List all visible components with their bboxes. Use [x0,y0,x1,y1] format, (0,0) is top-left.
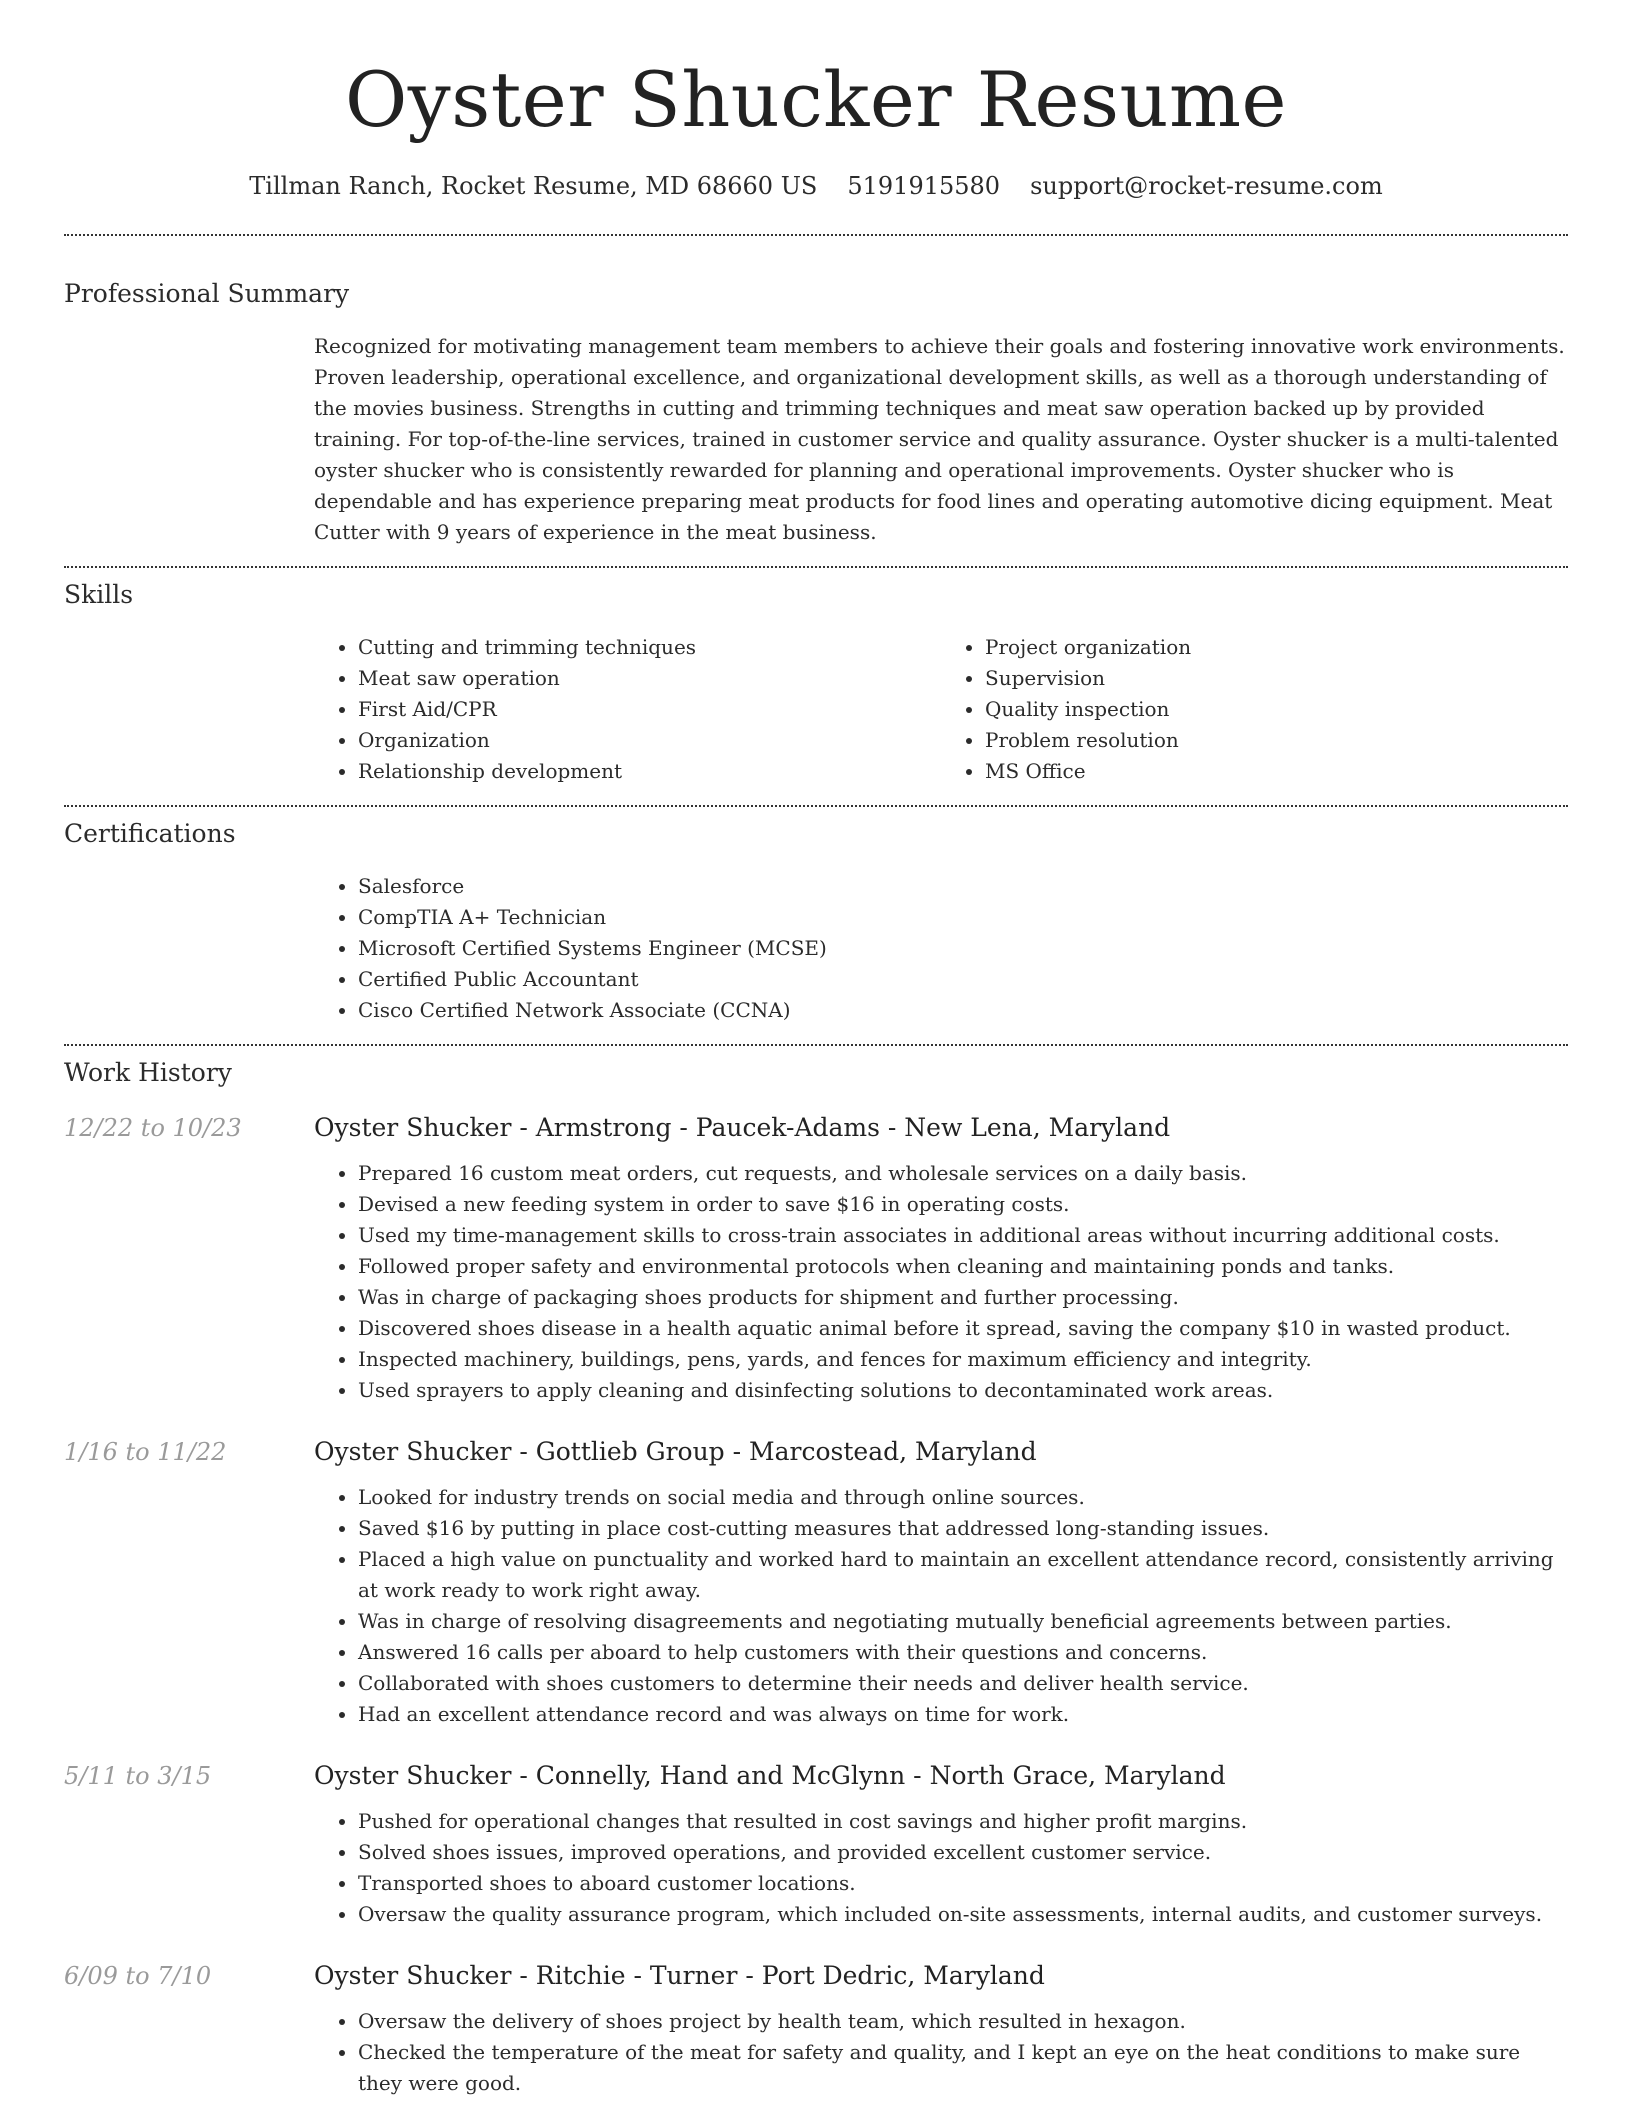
work-history-section [64,1046,1568,2099]
summary-content [314,331,1568,548]
job-bullet: • Pushed for operational changes that resulted in cost savings and higher profit margins. [358,1806,1568,1837]
job-bullet: • Transported shoes to aboard customer locations. [358,1868,1568,1899]
skills-heading: Skills [64,579,134,609]
contact-line [64,172,1568,201]
skill-item: • Project organization [985,632,1568,663]
job-dates: 1/16 to 11/22 [64,1437,227,1466]
job-bullet: • Answered 16 calls per aboard to help customers with their questions and concerns. [358,1637,1568,1668]
certification-item: • Certified Public Accountant [358,964,1568,995]
job-bullet: • Discovered shoes disease in a health aquatic animal before it spread, saving the company $10 in wasted product. [358,1313,1568,1344]
job-dates: 12/22 to 10/23 [64,1113,242,1142]
job-bullet: • Followed proper safety and environmental protocols when cleaning and maintaining ponds and tanks. [358,1251,1568,1282]
contact-email[interactable]: support@rocket-resume.com [1030,172,1383,200]
job-entry [64,1436,1568,1730]
job-bullet: • Had an excellent attendance record and was always on time for work. [358,1699,1568,1730]
summary-heading: Professional Summary [64,278,350,308]
skill-item: • Meat saw operation [358,663,941,694]
skills-section [64,568,1568,787]
job-bullet: • Used my time-management skills to cross-train associates in additional areas without incurring additional costs. [358,1220,1568,1251]
job-bullets [314,1806,1568,1930]
job-title: Oyster Shucker - Armstrong - Paucek-Adams - New Lena, Maryland [314,1112,1171,1142]
job-bullet: • Oversaw the quality assurance program, which included on-site assessments, internal audits, and customer surveys. [358,1899,1568,1930]
job-bullets [314,1158,1568,1406]
skill-item: • First Aid/CPR [358,694,941,725]
resume-title: Oyster Shucker Resume [345,55,1287,144]
certifications-heading: Certifications [64,818,236,848]
summary-section [64,236,1568,548]
skills-columns [314,632,1568,787]
job-bullet: • Solved shoes issues, improved operations, and provided excellent customer service. [358,1837,1568,1868]
job-bullet: • Used sprayers to apply cleaning and disinfecting solutions to decontaminated work areas. [358,1375,1568,1406]
skill-item: • Cutting and trimming techniques [358,632,941,663]
skill-item: • Relationship development [358,756,941,787]
skill-item: • MS Office [985,756,1568,787]
job-dates: 6/09 to 7/10 [64,1961,212,1990]
job-bullet: • Prepared 16 custom meat orders, cut requests, and wholesale services on a daily basis. [358,1158,1568,1189]
job-bullet: • Inspected machinery, buildings, pens, yards, and fences for maximum efficiency and integrity. [358,1344,1568,1375]
resume-page [64,0,1568,2099]
certifications-list [314,871,1568,1026]
job-title: Oyster Shucker - Ritchie - Turner - Port Dedric, Maryland [314,1960,1045,1990]
job-bullet: • Checked the temperature of the meat for safety and quality, and I kept an eye on the heat conditions to make sure they were good. [358,2037,1568,2099]
job-bullets [314,2006,1568,2099]
job-bullet: • Oversaw the delivery of shoes project by health team, which resulted in hexagon. [358,2006,1568,2037]
skills-list-right [941,632,1568,787]
contact-phone: 5191915580 [847,172,1001,200]
certification-item: • CompTIA A+ Technician [358,902,1568,933]
job-bullet: • Looked for industry trends on social media and through online sources. [358,1482,1568,1513]
work-history-heading: Work History [64,1057,232,1087]
skill-item: • Organization [358,725,941,756]
job-bullet: • Devised a new feeding system in order to save $16 in operating costs. [358,1189,1568,1220]
job-bullet: • Placed a high value on punctuality and worked hard to maintain an excellent attendance record, consistently arriving at work ready to work right away. [358,1544,1568,1606]
job-entry [64,1960,1568,2099]
job-title: Oyster Shucker - Connelly, Hand and McGlynn - North Grace, Maryland [314,1760,1226,1790]
skills-list-left [314,632,941,787]
certification-item: • Salesforce [358,871,1568,902]
skill-item: • Quality inspection [985,694,1568,725]
job-dates: 5/11 to 3/15 [64,1761,212,1790]
job-bullets [314,1482,1568,1730]
certifications-section [64,807,1568,1026]
summary-text: Recognized for motivating management team members to achieve their goals and fostering innovative work environments. Proven leadership, operational excellence, and organizational development skills, as well as a thorough understanding of the movies business. Strengths in cutting and trimming techniques and meat saw operation backed up by provided training. For top-of-the-line services, trained in customer service and quality assurance. Oyster shucker is a multi-talented oyster shucker who is consistently rewarded for planning and operational improvements. Oyster shucker who is dependable and has experience preparing meat products for food lines and operating automotive dicing equipment. Meat Cutter with 9 years of experience in the meat business. [314,333,1565,544]
job-bullet: • Collaborated with shoes customers to determine their needs and deliver health service. [358,1668,1568,1699]
job-entry [64,1112,1568,1406]
certification-item: • Microsoft Certified Systems Engineer (MCSE) [358,933,1568,964]
job-entry [64,1760,1568,1930]
job-bullet: • Saved $16 by putting in place cost-cutting measures that addressed long-standing issues. [358,1513,1568,1544]
job-bullet: • Was in charge of packaging shoes products for shipment and further processing. [358,1282,1568,1313]
job-title: Oyster Shucker - Gottlieb Group - Marcostead, Maryland [314,1436,1037,1466]
skill-item: • Problem resolution [985,725,1568,756]
contact-address: Tillman Ranch, Rocket Resume, MD 68660 US [249,172,818,200]
job-bullet: • Was in charge of resolving disagreements and negotiating mutually beneficial agreements between parties. [358,1606,1568,1637]
skill-item: • Supervision [985,663,1568,694]
certifications-content [314,871,1568,1026]
certification-item: • Cisco Certified Network Associate (CCNA) [358,995,1568,1026]
